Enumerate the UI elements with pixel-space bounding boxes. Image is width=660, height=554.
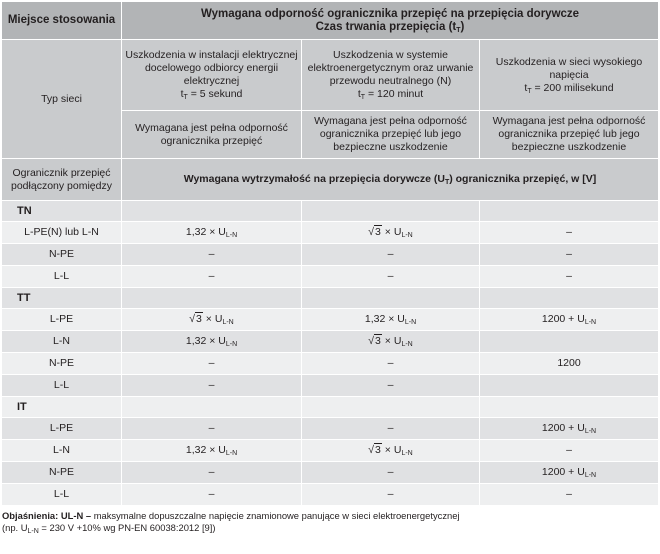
- connection-label: L-N: [2, 331, 122, 353]
- empty-cell: [480, 397, 659, 418]
- group-label: TT: [2, 288, 122, 309]
- group-label: TN: [2, 201, 122, 222]
- value-cell: –: [480, 266, 659, 288]
- column-req-1: Wymagana jest pełna odporność ogranicznika przepięć: [122, 111, 302, 159]
- value-cell: –: [302, 353, 480, 375]
- value-cell: –: [302, 418, 480, 440]
- value-cell: –: [122, 484, 302, 506]
- place-label: Miejsce stosowania: [7, 14, 116, 26]
- value-cell: $1,32 \times U_{L-N}$: [122, 331, 302, 353]
- connection-label: L-L: [2, 375, 122, 397]
- connection-label: N-PE: [2, 353, 122, 375]
- table-row: [2, 288, 659, 309]
- sqrt-3-symbol: √3: [368, 335, 381, 347]
- table-row: [2, 244, 659, 266]
- document: [1, 1, 658, 534]
- table-row: [2, 222, 659, 244]
- table-row: [2, 462, 659, 484]
- table-row: [2, 331, 659, 353]
- empty-cell: [302, 397, 480, 418]
- connection-label: N-PE: [2, 462, 122, 484]
- value-cell: –: [122, 375, 302, 397]
- column-desc-1: Uszkodzenia w instalacji elektrycznej docelowego odbiorcy energii elektrycznej $t_T = 5$ sekund: [122, 40, 302, 111]
- value-cell: $1,32 \times U_{L-N}$: [302, 309, 480, 331]
- column-req-2: Wymagana jest pełna odporność ogranicznika przepięć lub jego bezpieczne uszkodzenie: [302, 111, 480, 159]
- table-row: [2, 201, 659, 222]
- connection-label: L-L: [2, 266, 122, 288]
- value-cell: –: [480, 244, 659, 266]
- connection-label: L-PE: [2, 309, 122, 331]
- value-cell: $√3 \times U_{L-N}$: [302, 222, 480, 244]
- table-row: [2, 266, 659, 288]
- main-subtitle: Czas trwania przepięcia $(t_T)$: [315, 20, 465, 34]
- empty-cell: [122, 201, 302, 222]
- connection-label: L-L: [2, 484, 122, 506]
- value-cell: 1200: [480, 353, 659, 375]
- empty-cell: [302, 201, 480, 222]
- value-cell: [480, 331, 659, 353]
- main-header: [122, 2, 659, 40]
- main-title: Wymagana odporność ogranicznika przepięć na przepięcia dorywcze: [200, 7, 580, 20]
- footnote-line-2: (np. $U_{L-N} = 230$ V +10% wg PN-EN 60038:2012 [9]): [2, 522, 216, 535]
- connection-header: Ogranicznik przepięć podłączony pomiędzy: [2, 159, 122, 201]
- table-row: [2, 440, 659, 462]
- group-label: IT: [2, 397, 122, 418]
- value-cell: $√3 \times U_{L-N}$: [302, 440, 480, 462]
- value-cell: $√3 \times U_{L-N}$: [302, 331, 480, 353]
- connection-label: L-PE: [2, 418, 122, 440]
- sqrt-3-symbol: √3: [189, 313, 202, 325]
- value-cell: [480, 375, 659, 397]
- value-cell: $1200 + U_{L-N}$: [480, 418, 659, 440]
- empty-cell: [480, 201, 659, 222]
- value-cell: –: [122, 244, 302, 266]
- sqrt-3-symbol: √3: [368, 226, 381, 238]
- overvoltage-table: [1, 1, 659, 506]
- column-desc-3: Uszkodzenia w sieci wysokiego napięcia $t_T = 200$ milisekund: [480, 40, 659, 111]
- footnote-line-1: Objaśnienia: UL-N – maksymalne dopuszczalne napięcie znamionowe panujące w sieci elektroenergetycznej: [2, 510, 460, 521]
- empty-cell: [302, 288, 480, 309]
- empty-cell: [122, 288, 302, 309]
- table-row: [2, 309, 659, 331]
- table-row: [2, 397, 659, 418]
- value-cell: $1200 + U_{L-N}$: [480, 309, 659, 331]
- connection-label: L-N: [2, 440, 122, 462]
- column-req-3: Wymagana jest pełna odporność ogranicznika przepięć lub jego bezpieczne uszkodzenie: [480, 111, 659, 159]
- table-row: [2, 484, 659, 506]
- value-cell: $1,32 \times U_{L-N}$: [122, 440, 302, 462]
- value-cell: $√3 \times U_{L-N}$: [122, 309, 302, 331]
- value-cell: $1200 + U_{L-N}$: [480, 462, 659, 484]
- column-desc-2: Uszkodzenia w systemie elektroenergetycznym oraz urwanie przewodu neutralnego (N) $t_T = 120$ minut: [302, 40, 480, 111]
- value-cell: –: [302, 266, 480, 288]
- value-cell: –: [122, 462, 302, 484]
- table-body: [2, 201, 659, 506]
- table-row: [2, 353, 659, 375]
- value-cell: –: [302, 462, 480, 484]
- value-cell: –: [480, 484, 659, 506]
- value-cell: –: [480, 222, 659, 244]
- network-type-header: Typ sieci: [2, 40, 122, 159]
- value-cell: –: [302, 244, 480, 266]
- empty-cell: [122, 397, 302, 418]
- empty-cell: [480, 288, 659, 309]
- connection-label: L-PE(N) lub L-N: [2, 222, 122, 244]
- value-cell: $1,32 \times U_{L-N}$: [122, 222, 302, 244]
- value-cell: –: [122, 418, 302, 440]
- value-cell: –: [122, 353, 302, 375]
- place-header: [2, 2, 122, 40]
- value-cell: –: [302, 375, 480, 397]
- value-cell: –: [122, 266, 302, 288]
- table-row: [2, 375, 659, 397]
- table-row: [2, 418, 659, 440]
- value-cell: –: [480, 440, 659, 462]
- footnote: [1, 510, 658, 534]
- connection-label: N-PE: [2, 244, 122, 266]
- sqrt-3-symbol: √3: [368, 444, 381, 456]
- value-cell: –: [302, 484, 480, 506]
- withstand-header: Wymagana wytrzymałość na przepięcia dorywcze $(U_T)$ ogranicznika przepięć, w [V]: [122, 159, 659, 201]
